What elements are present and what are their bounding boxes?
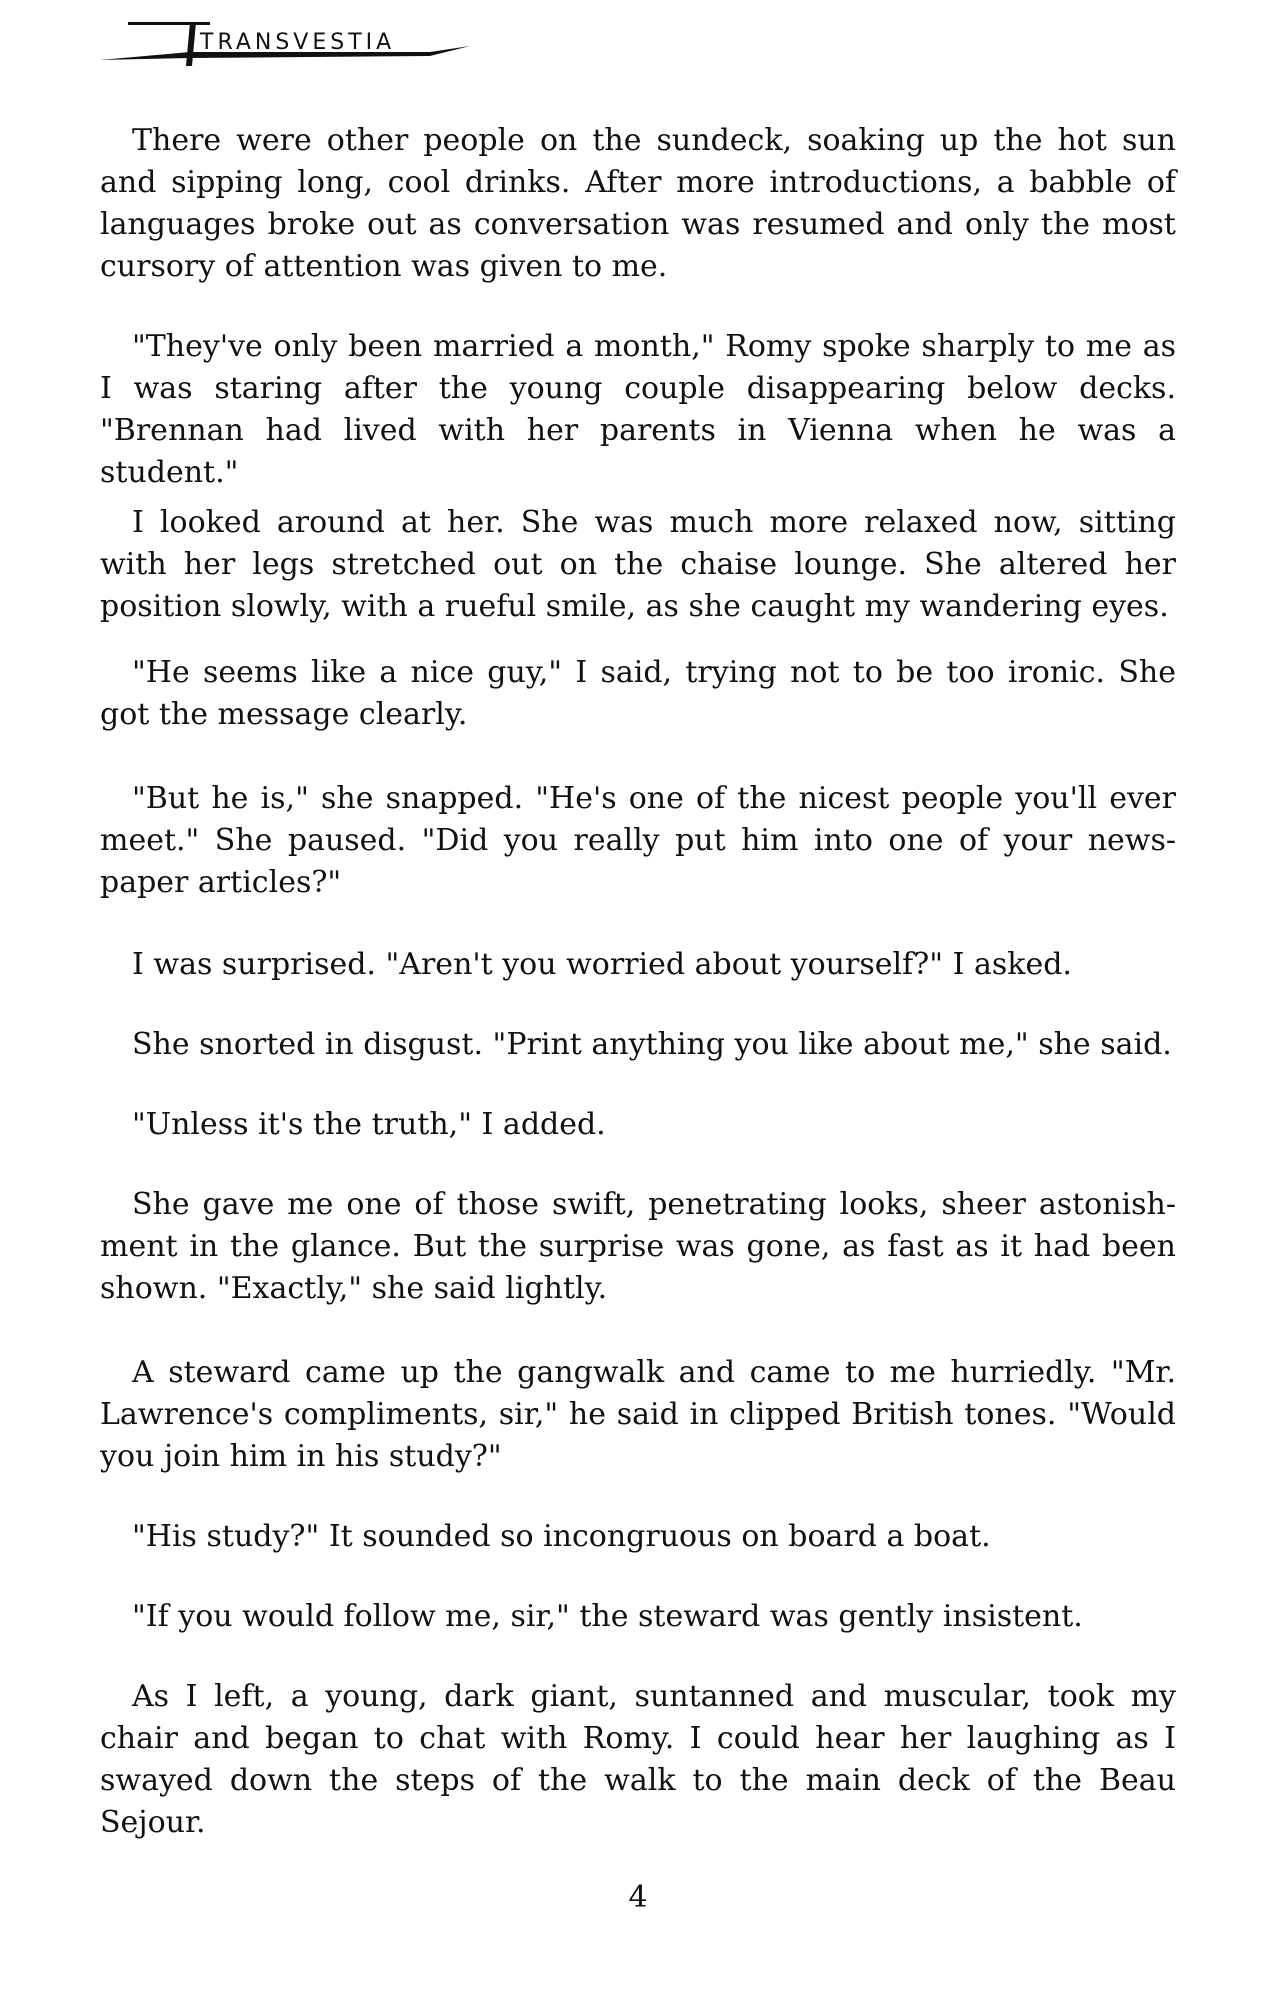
page-number: 4 <box>628 1880 648 1915</box>
paragraph: "If you would follow me, sir," the steward was gently insistent. <box>132 1599 1083 1634</box>
paragraph: I looked around at her. She was much more relaxed now, sitting with her legs stretched out on the chaise lounge. She altered her position slowly, with a rueful smile, as she caught my wandering eyes. <box>100 505 1176 624</box>
paragraph: I was surprised. "Aren't you worried about yourself?" I asked. <box>132 947 1072 982</box>
running-header <box>100 8 480 72</box>
paragraph: There were other people on the sundeck, soaking up the hot sun and sipping long, cool drinks. After more introductions, a babble of languages broke out as conversation was resumed and only the most cursory of attention was given to me. <box>100 123 1176 284</box>
paragraph: She snorted in disgust. "Print anything you like about me," she said. <box>132 1027 1172 1062</box>
paragraph: "They've only been married a month," Romy spoke sharply to me as I was staring after the young couple disappearing below decks. "Brennan had lived with her parents in Vienna when he was a student." <box>100 329 1176 490</box>
header-title: TRANSVESTIA <box>200 30 396 55</box>
paragraph: A steward came up the gangwalk and came to me hurriedly. "Mr. Lawrence's compliments, sir," he said in clipped British tones. "Would you join him in his study?" <box>100 1355 1176 1474</box>
page-body <box>100 120 1176 1844</box>
paragraph: "He seems like a nice guy," I said, trying not to be too ironic. She got the message clearly. <box>100 655 1176 732</box>
paragraph: She gave me one of those swift, penetrating looks, sheer astonish-ment in the glance. But the surprise was gone, as fast as it had been shown. "Exactly," she said lightly. <box>100 1187 1176 1306</box>
paragraph: As I left, a young, dark giant, suntanned and muscular, took my chair and began to chat with Romy. I could hear her laughing as I swayed down the steps of the walk to the main deck of the Beau Sejour. <box>100 1679 1176 1840</box>
paragraph: "His study?" It sounded so incongruous on board a boat. <box>132 1519 991 1554</box>
paragraph: "Unless it's the truth," I added. <box>132 1107 606 1142</box>
paragraph: "But he is," she snapped. "He's one of the nicest people you'll ever meet." She paused. "Did you really put him into one of your news-paper articles?" <box>100 781 1176 900</box>
